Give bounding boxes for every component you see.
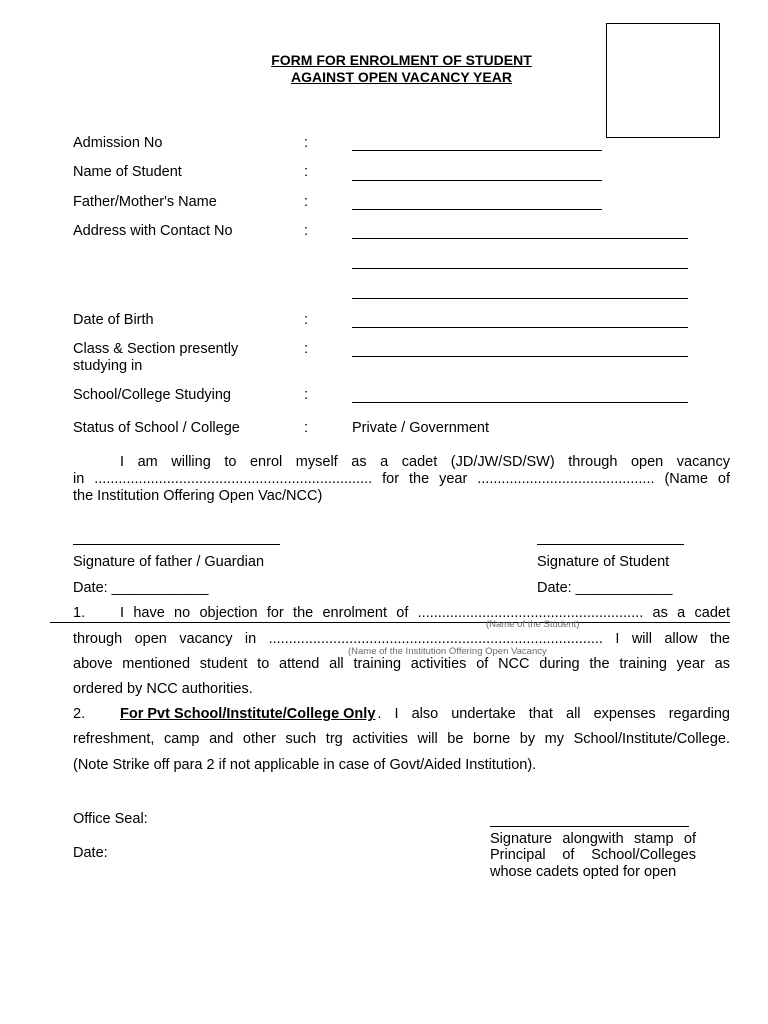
class-section-label-line2: studying in: [73, 358, 143, 374]
parent-name-label: Father/Mother's Name: [73, 194, 217, 210]
colon: :: [304, 164, 309, 180]
colon: :: [304, 341, 309, 357]
colon: :: [304, 223, 309, 239]
para2-line1: [120, 706, 730, 722]
student-date: Date: ____________: [537, 580, 673, 596]
student-signature-line[interactable]: [537, 544, 684, 545]
colon: :: [304, 387, 309, 403]
admission-no-field[interactable]: [352, 150, 602, 151]
student-name-field[interactable]: [352, 180, 602, 181]
dob-label: Date of Birth: [73, 312, 154, 328]
form-title-line1: FORM FOR ENROLMENT OF STUDENT: [271, 52, 532, 68]
student-signature-label: Signature of Student: [537, 554, 670, 570]
dob-field[interactable]: [352, 327, 688, 328]
declaration-line3: the Institution Offering Open Vac/NCC): [73, 488, 323, 504]
address-label: Address with Contact No: [73, 223, 233, 239]
guardian-date: Date: ____________: [73, 580, 209, 596]
status-label: Status of School / College: [73, 420, 240, 436]
photo-box: [606, 23, 720, 138]
address-field-line2[interactable]: [352, 268, 688, 269]
separator-line: [50, 622, 730, 623]
para2-number: 2.: [73, 706, 86, 722]
para2-line2: refreshment, camp and other such trg activities will be borne by my School/Institute/College.: [73, 731, 730, 747]
form-title-line2: AGAINST OPEN VACANCY YEAR: [291, 69, 512, 85]
para1-line3: above mentioned student to attend all training activities of NCC during the training year as: [73, 656, 730, 672]
declaration-line2: in ..................................................................... for the year ............................................ (Name of: [73, 471, 730, 487]
colon: :: [304, 135, 309, 151]
para2-line1-rest: . I also undertake that all expenses regarding: [377, 706, 730, 722]
student-name-label: Name of Student: [73, 164, 182, 180]
principal-caption-line1: Signature alongwith stamp of: [490, 831, 696, 847]
para2-bold-heading: For Pvt School/Institute/College Only: [120, 706, 376, 722]
para1-line1: I have no objection for the enrolment of ........................................................ as a cadet: [120, 605, 730, 621]
note-institution-name: (Name of the Institution Offering Open Vacancy: [348, 646, 547, 657]
principal-caption-line3: whose cadets opted for open: [490, 864, 677, 880]
para1-line4: ordered by NCC authorities.: [73, 681, 253, 697]
note-student-name: (Name of the Student): [486, 619, 580, 630]
para1-number: 1.: [73, 605, 86, 621]
address-field-line1[interactable]: [352, 238, 688, 239]
colon: :: [304, 312, 309, 328]
principal-signature-line[interactable]: [490, 826, 689, 827]
status-value: Private / Government: [352, 420, 489, 436]
guardian-signature-label: Signature of father / Guardian: [73, 554, 265, 570]
address-field-line3[interactable]: [352, 298, 688, 299]
para1-line2: through open vacancy in ................................................................................... I will allow the: [73, 631, 730, 647]
colon: :: [304, 194, 309, 210]
para2-line3: (Note Strike off para 2 if not applicable in case of Govt/Aided Institution).: [73, 757, 537, 773]
school-college-label: School/College Studying: [73, 387, 231, 403]
guardian-signature-line[interactable]: [73, 544, 280, 545]
office-seal-label: Office Seal:: [73, 811, 148, 827]
admission-no-label: Admission No: [73, 135, 163, 151]
colon: :: [304, 420, 309, 436]
parent-name-field[interactable]: [352, 209, 602, 210]
class-section-label-line1: Class & Section presently: [73, 341, 239, 357]
principal-caption-line2: Principal of School/Colleges: [490, 847, 696, 863]
footer-date-label: Date:: [73, 845, 108, 861]
declaration-line1: I am willing to enrol myself as a cadet (JD/JW/SD/SW) through open vacancy: [120, 454, 730, 470]
class-section-field[interactable]: [352, 356, 688, 357]
school-college-field[interactable]: [352, 402, 688, 403]
